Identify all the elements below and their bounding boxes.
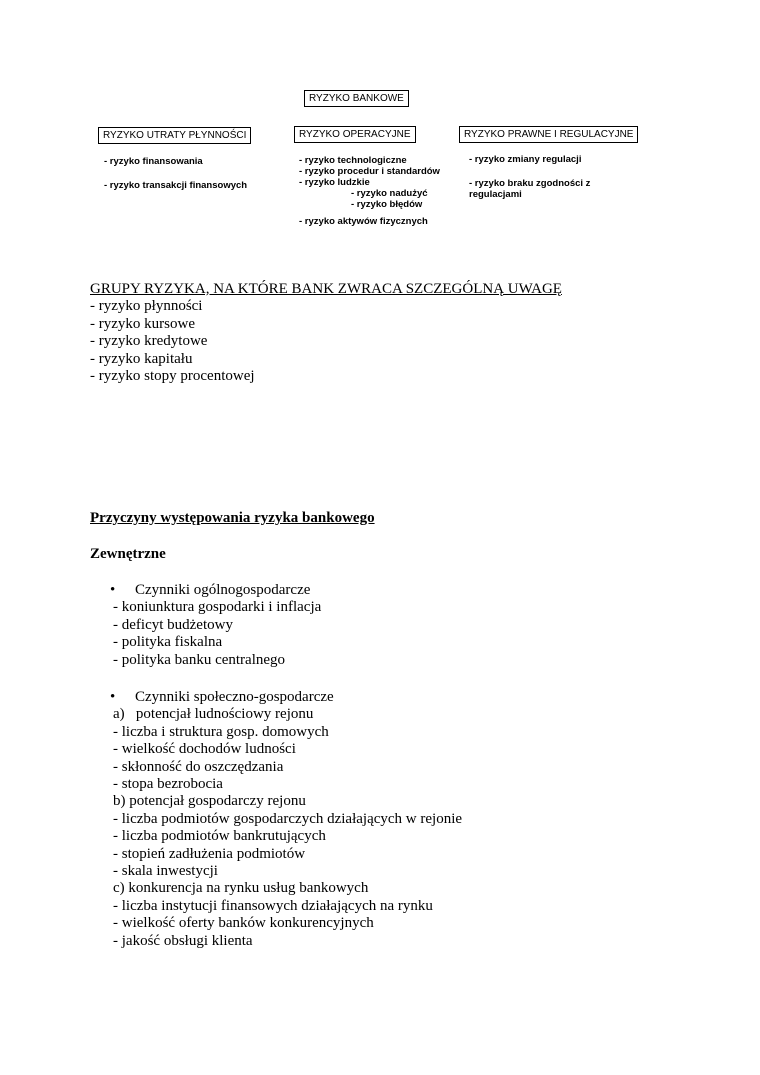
legal-risk-list	[469, 154, 590, 200]
liquidity-risk-box: RYZYKO UTRATY PŁYNNOŚCI	[98, 127, 251, 144]
list-item: - liczba podmiotów bankrutujących	[113, 828, 326, 845]
list-item: c) konkurencja na rynku usług bankowych	[113, 880, 369, 897]
list-item: - wielkość dochodów ludności	[113, 741, 296, 758]
list-item: - deficyt budżetowy	[113, 616, 233, 633]
list-item: - ryzyko transakcji finansowych	[104, 180, 248, 191]
list-item: - polityka banku centralnego	[113, 651, 286, 668]
bullet-icon: •	[110, 582, 116, 598]
list-item: - ryzyko stopy procentowej	[90, 368, 255, 385]
list-item: - ryzyko ludzkie	[299, 177, 370, 188]
list-item: - wielkość oferty banków konkurencyjnych	[113, 915, 374, 932]
external-subheading: Zewnętrzne	[90, 546, 166, 562]
list-item: - skala inwestycji	[113, 863, 218, 880]
list-item: a) potencjał ludnościowy rejonu	[113, 706, 314, 723]
legal-risk-box: RYZYKO PRAWNE I REGULACYJNE	[459, 126, 638, 143]
risk-groups-section	[90, 281, 562, 385]
list-item: - ryzyko technologiczne	[299, 155, 407, 166]
list-item: - ryzyko zmiany regulacji	[469, 154, 582, 165]
bullet-label: Czynniki społeczno-gospodarcze	[135, 689, 334, 705]
list-item: - liczba instytucji finansowych działających na rynku	[113, 897, 433, 914]
list-item: - ryzyko finansowania	[104, 156, 203, 167]
root-risk-box: RYZYKO BANKOWE	[304, 90, 409, 107]
operational-risk-box: RYZYKO OPERACYJNE	[294, 126, 416, 143]
list-item: - jakość obsługi klienta	[113, 932, 253, 949]
list-item: - skłonność do oszczędzania	[113, 758, 284, 775]
liquidity-risk-list	[104, 156, 247, 191]
list-item: - ryzyko kapitału	[90, 350, 193, 367]
list-item: regulacjami	[469, 189, 522, 200]
list-item: - ryzyko kredytowe	[90, 333, 208, 350]
operational-risk-list	[299, 155, 440, 227]
list-item: - ryzyko błędów	[351, 199, 423, 210]
list-item: - ryzyko kursowe	[90, 315, 195, 332]
socioeconomic-factors-list	[90, 689, 462, 950]
bullet-header	[90, 689, 462, 706]
economic-factors-list	[90, 582, 321, 669]
list-item: - ryzyko procedur i standardów	[299, 166, 440, 177]
list-item: - stopa bezrobocia	[113, 776, 223, 793]
list-item: - ryzyko nadużyć	[351, 188, 428, 199]
list-item: - liczba podmiotów gospodarczych działających w rejonie	[113, 810, 463, 827]
list-item: - ryzyko płynności	[90, 298, 203, 315]
list-item: - ryzyko braku zgodności z	[469, 178, 591, 189]
bullet-header	[90, 582, 321, 599]
list-item: - koniunktura gospodarki i inflacja	[113, 599, 322, 616]
groups-heading: GRUPY RYZYKA, NA KTÓRE BANK ZWRACA SZCZEGÓLNĄ UWAGĘ	[90, 281, 562, 297]
bullet-icon: •	[110, 689, 116, 705]
list-item: b) potencjał gospodarczy rejonu	[113, 793, 306, 810]
list-item: - polityka fiskalna	[113, 634, 223, 651]
causes-heading: Przyczyny występowania ryzyka bankowego	[90, 510, 375, 526]
list-item: - ryzyko aktywów fizycznych	[299, 216, 428, 227]
list-item: - liczba i struktura gosp. domowych	[113, 723, 329, 740]
bullet-label: Czynniki ogólnogospodarcze	[135, 582, 311, 598]
list-item: - stopień zadłużenia podmiotów	[113, 845, 306, 862]
